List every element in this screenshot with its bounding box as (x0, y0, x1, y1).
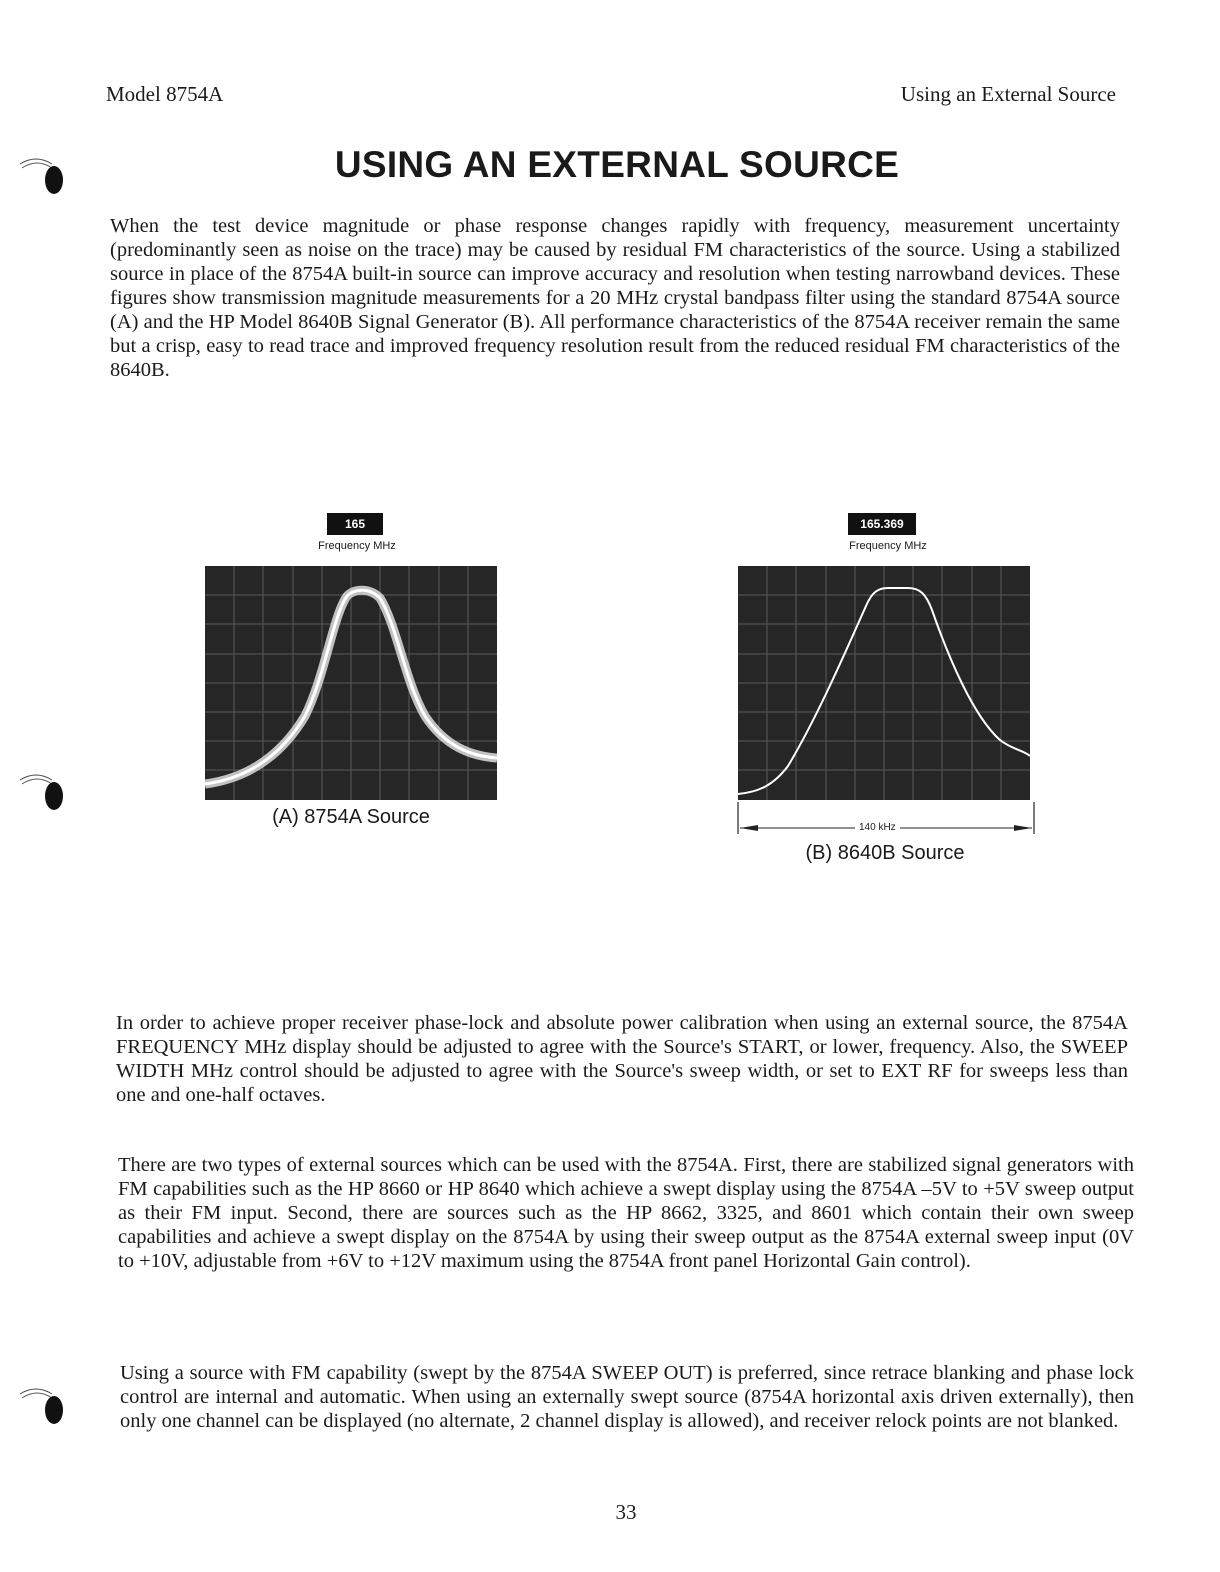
fm-capability-paragraph: Using a source with FM capability (swept by the 8754A SWEEP OUT) is preferred, since retrace blanking and phase lock control are internal and automatic. When using an externally swept source (8754A horizontal axis driven externally), then only one channel can be displayed (no alternate, 2 channel display is allowed), and receiver relock points are not blanked. (120, 1362, 1134, 1432)
span-label: 140 kHz (855, 822, 900, 833)
binder-hole-icon (12, 1380, 68, 1436)
figure-b (730, 508, 1040, 868)
header-model: Model 8754A (106, 82, 224, 106)
frequency-readout-b: 165.369 (848, 513, 916, 535)
page-title: USING AN EXTERNAL SOURCE (334, 144, 900, 185)
frequency-readout-a: 165 (327, 513, 383, 535)
caption-b: (B) 8640B Source (805, 842, 965, 864)
caption-a: (A) 8754A Source (272, 806, 430, 828)
intro-paragraph: When the test device magnitude or phase response changes rapidly with frequency, measurement uncertainty (predominantly seen as noise on the trace) may be caused by residual FM characteristics of the source. Using a stabilized source in place of the 8754A built-in source can improve accuracy and resolution when testing narrowband devices. These figures show transmission magnitude measurements for a 20 MHz crystal bandpass filter using the standard 8754A source (A) and the HP Model 8640B Signal Generator (B). All performance characteristics of the 8754A receiver remain the same but a crisp, easy to read trace and improved frequency resolution result from the reduced residual FM characteristics of the 8640B. (110, 215, 1120, 381)
frequency-label-b: Frequency MHz (849, 540, 927, 552)
figure-a (200, 508, 500, 838)
scope-display-b (738, 566, 1030, 800)
phase-lock-paragraph: In order to achieve proper receiver phase-lock and absolute power calibration when using an external source, the 8754A FREQUENCY MHz display should be adjusted to agree with the Source's START, or lower, frequency. Also, the SWEEP WIDTH MHz control should be adjusted to agree with the Source's sweep width, or set to EXT RF for sweeps less than one and one-half octaves. (116, 1012, 1128, 1106)
scope-display-a (205, 566, 497, 800)
source-types-paragraph: There are two types of external sources which can be used with the 8754A. First, there are stabilized signal generators with FM capabilities such as the HP 8660 or HP 8640 which achieve a swept display using the 8754A –5V to +5V sweep output as their FM input. Second, there are sources such as the HP 8662, 3325, and 8601 which contain their own sweep capabilities and achieve a swept display on the 8754A by using their sweep output as the 8754A external sweep input (0V to +10V, adjustable from +6V to +12V maximum using the 8754A front panel Horizontal Gain control). (118, 1154, 1134, 1272)
binder-hole-icon (12, 766, 68, 822)
header-section: Using an External Source (900, 82, 1116, 106)
page-number: 33 (615, 1500, 637, 1524)
frequency-label-a: Frequency MHz (318, 540, 396, 552)
